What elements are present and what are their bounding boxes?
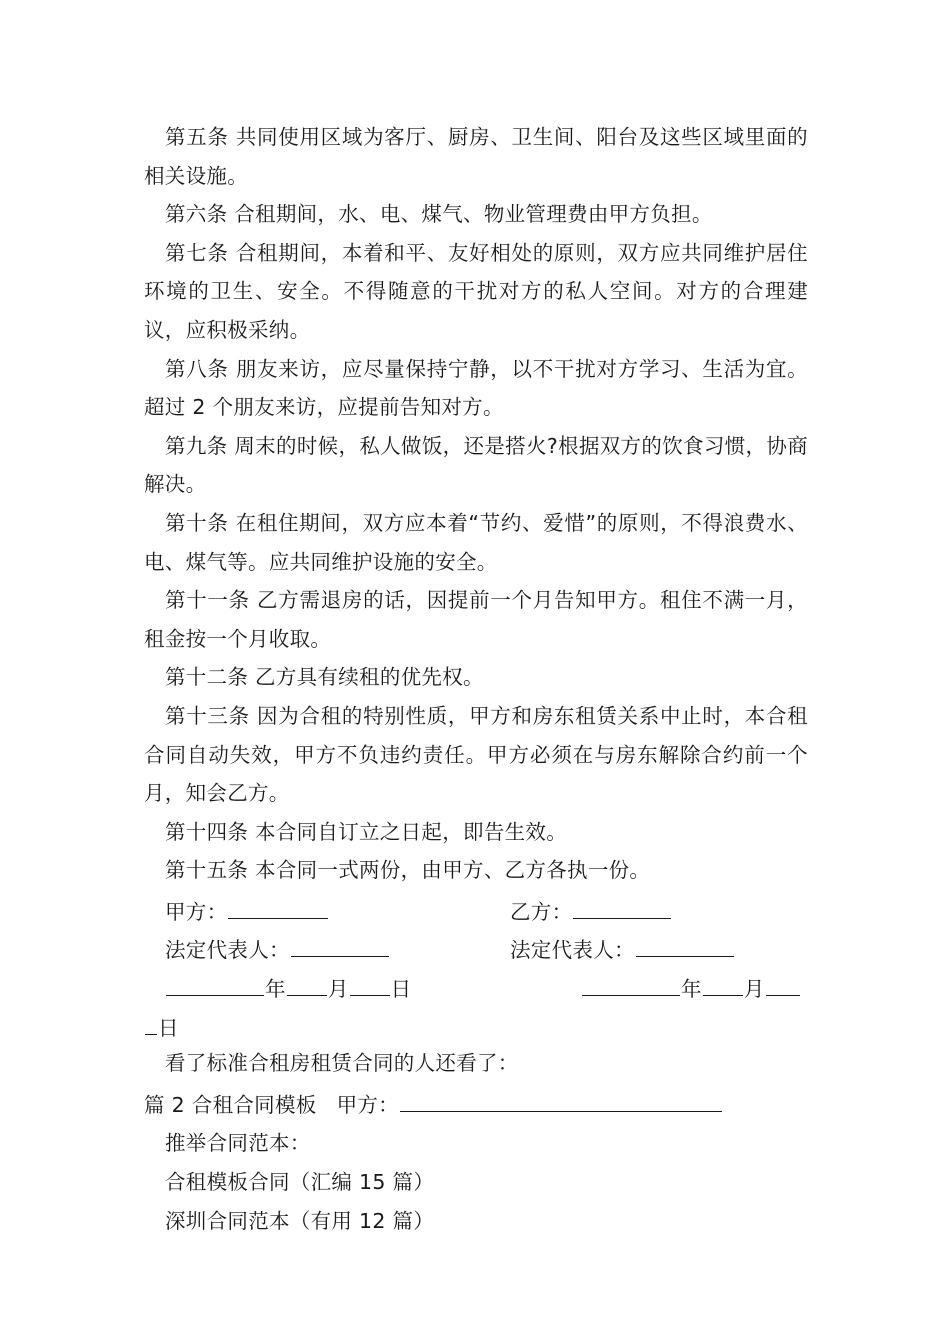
party-a-month-blank xyxy=(287,967,327,996)
next-party-a-label: 甲方： xyxy=(336,1092,399,1117)
article-5: 第五条 共同使用区域为客厅、厨房、卫生间、阳台及这些区域里面的相关设施。 xyxy=(144,125,808,188)
contract-body xyxy=(144,118,808,1240)
signature-party-row xyxy=(144,890,808,929)
party-b-rep-blank xyxy=(636,928,734,957)
party-a-year-blank xyxy=(166,967,264,996)
party-a-rep-signature xyxy=(165,928,390,970)
party-a-rep-label: 法定代表人： xyxy=(165,938,290,963)
party-b-month-label: 月 xyxy=(743,977,765,1002)
party-b-rep-signature xyxy=(510,928,735,970)
next-contract-title: 篇 2 合租合同模板 xyxy=(144,1092,317,1117)
party-a-rep-blank xyxy=(291,928,389,957)
party-b-blank xyxy=(573,890,671,919)
article-10: 第十条 在租住期间，双方应本着“节约、爱惜”的原则，不得浪费水、电、煤气等。应共同维护设施的安全。 xyxy=(144,510,808,574)
article-7: 第七条 合租期间，本着和平、友好相处的原则，双方应共同维护居住环境的卫生、安全。不得随意的干扰对方的私人空间。对方的合理建议，应积极采纳。 xyxy=(144,240,808,342)
article-12: 第十二条 乙方具有续租的优先权。 xyxy=(165,665,484,690)
related-link-1[interactable]: 合租模板合同（汇编 15 篇） xyxy=(165,1170,435,1195)
party-b-signature xyxy=(510,890,672,932)
article-13: 第十三条 因为合租的特别性质，甲方和房东租赁关系中止时，本合租合同自动失效，甲方不负违约责任。甲方必须在与房东解除合约前一个月，知会乙方。 xyxy=(144,703,808,806)
party-a-year-label: 年 xyxy=(265,977,286,1002)
article-11: 第十一条 乙方需退房的话，因提前一个月告知甲方。租住不满一月，租金按一个月收取。 xyxy=(144,588,808,651)
article-15: 第十五条 本合同一式两份，由甲方、乙方各执一份。 xyxy=(165,858,651,883)
next-party-a-blank xyxy=(400,1083,722,1112)
related-intro: 看了标准合租房租赁合同的人还看了： xyxy=(165,1051,519,1076)
article-8: 第八条 朋友来访，应尽量保持宁静，以不干扰对方学习、生活为宜。超过 2 个朋友来访，应提前告知对方。 xyxy=(144,356,808,420)
party-b-label: 乙方： xyxy=(510,899,573,924)
recommend-label: 推举合同范本： xyxy=(165,1131,311,1156)
party-a-day-blank xyxy=(350,967,390,996)
party-b-rep-label: 法定代表人： xyxy=(510,938,635,963)
party-a-label: 甲方： xyxy=(165,899,228,924)
related-link-2[interactable]: 深圳合同范本（有用 12 篇） xyxy=(165,1208,435,1233)
signature-date-row xyxy=(144,967,808,1006)
party-a-month-label: 月 xyxy=(327,977,349,1002)
article-9: 第九条 周末的时候，私人做饭，还是搭火?根据双方的饮食习惯，协商解决。 xyxy=(144,433,808,497)
party-b-date xyxy=(581,967,801,1009)
party-b-month-blank xyxy=(703,967,743,996)
party-b-month-tail-blank xyxy=(766,967,800,996)
article-14: 第十四条 本合同自订立之日起，即告生效。 xyxy=(165,819,568,844)
article-6: 第六条 合租期间，水、电、煤气、物业管理费由甲方负担。 xyxy=(165,202,713,227)
signature-date-wrap-row xyxy=(144,1006,808,1045)
party-a-blank xyxy=(228,890,328,919)
party-a-signature xyxy=(165,890,329,932)
signature-rep-row xyxy=(144,928,808,967)
party-b-year-blank xyxy=(582,967,680,996)
party-b-day-blank xyxy=(145,1006,157,1035)
party-a-day-label: 日 xyxy=(390,977,412,1002)
party-a-date xyxy=(165,967,411,1009)
next-contract-heading xyxy=(144,1083,808,1125)
party-b-day-label: 日 xyxy=(158,1015,179,1040)
party-b-year-label: 年 xyxy=(681,977,702,1002)
party-b-day xyxy=(144,1006,179,1048)
